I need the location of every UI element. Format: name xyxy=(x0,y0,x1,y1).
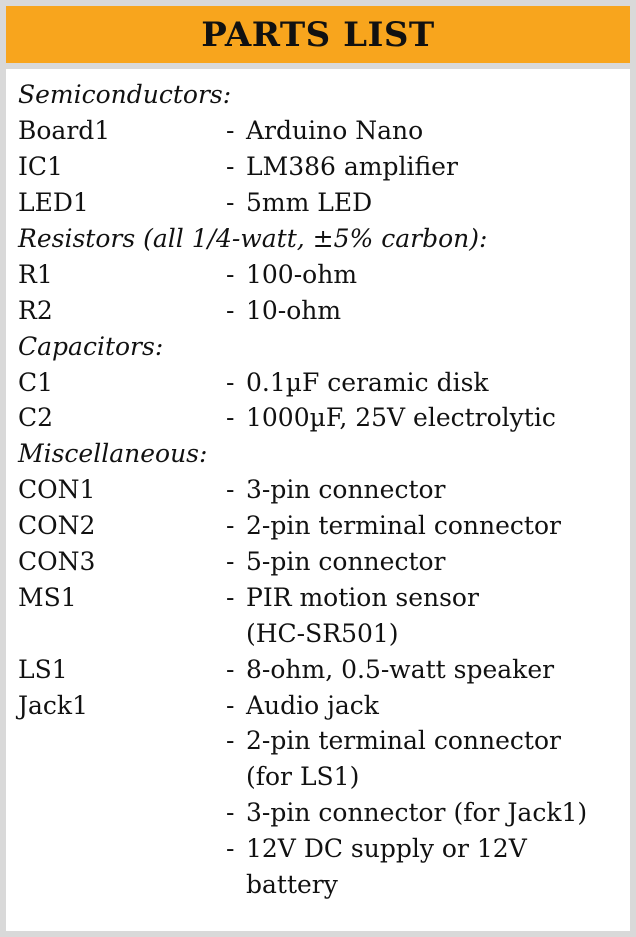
separator: - xyxy=(226,834,235,864)
list-item xyxy=(18,579,618,615)
separator: - xyxy=(226,188,235,218)
part-ref: Jack1 xyxy=(18,690,88,720)
part-ref: R2 xyxy=(18,295,53,325)
separator: - xyxy=(226,690,235,720)
list-item xyxy=(18,831,618,867)
part-ref: Board1 xyxy=(18,116,111,146)
list-item-continuation xyxy=(18,867,618,903)
part-desc: Arduino Nano xyxy=(246,116,424,146)
separator: - xyxy=(226,403,235,433)
list-item xyxy=(18,795,618,831)
part-desc: 5mm LED xyxy=(246,188,373,218)
list-item-continuation xyxy=(18,615,618,651)
separator: - xyxy=(226,726,235,756)
part-ref: C1 xyxy=(18,367,54,397)
list-item xyxy=(18,723,618,759)
list-item xyxy=(18,256,618,292)
separator: - xyxy=(226,582,235,612)
separator: - xyxy=(226,798,235,828)
list-item xyxy=(18,113,618,149)
part-ref: MS1 xyxy=(18,582,77,612)
part-ref: CON1 xyxy=(18,475,96,505)
part-ref: CON2 xyxy=(18,511,96,541)
list-item xyxy=(18,472,618,508)
list-item xyxy=(18,400,618,436)
list-item xyxy=(18,508,618,544)
section-heading-resistors: Resistors (all 1/4-watt, ±5% carbon): xyxy=(18,224,488,253)
separator: - xyxy=(226,475,235,505)
parts-list xyxy=(18,77,618,902)
part-ref: LED1 xyxy=(18,188,89,218)
section-heading-semiconductors: Semiconductors: xyxy=(18,80,232,110)
title-bar xyxy=(6,6,630,63)
list-item xyxy=(18,185,618,221)
part-ref: LS1 xyxy=(18,654,68,684)
separator: - xyxy=(226,152,235,182)
separator: - xyxy=(226,259,235,289)
part-desc: LM386 amplifier xyxy=(246,152,458,182)
section-heading-miscellaneous: Miscellaneous: xyxy=(18,439,208,469)
part-desc: Audio jack xyxy=(246,690,379,720)
part-ref: C2 xyxy=(18,403,54,433)
part-desc: 1000µF, 25V electrolytic xyxy=(246,403,556,433)
part-ref: R1 xyxy=(18,259,53,289)
part-desc-continued: battery xyxy=(246,870,338,900)
list-item xyxy=(18,292,618,328)
list-item xyxy=(18,149,618,185)
separator: - xyxy=(226,295,235,325)
part-ref: IC1 xyxy=(18,152,63,182)
part-desc: 2-pin terminal connector xyxy=(246,726,561,756)
part-desc: 10-ohm xyxy=(246,295,342,325)
list-item xyxy=(18,364,618,400)
part-ref: CON3 xyxy=(18,547,96,577)
list-item-continuation xyxy=(18,759,618,795)
part-desc: 2-pin terminal connector xyxy=(246,511,561,541)
list-item xyxy=(18,687,618,723)
part-desc: PIR motion sensor xyxy=(246,582,479,612)
part-desc: 0.1µF ceramic disk xyxy=(246,367,489,397)
part-desc: 5-pin connector xyxy=(246,547,446,577)
part-desc: 3-pin connector (for Jack1) xyxy=(246,798,588,828)
separator: - xyxy=(226,654,235,684)
part-desc: 8-ohm, 0.5-watt speaker xyxy=(246,654,555,684)
section-heading-capacitors: Capacitors: xyxy=(18,331,164,361)
separator: - xyxy=(226,511,235,541)
separator: - xyxy=(226,116,235,146)
part-desc: 3-pin connector xyxy=(246,475,446,505)
parts-list-body xyxy=(6,69,630,931)
part-desc: 12V DC supply or 12V xyxy=(246,834,527,864)
part-desc-continued: (for LS1) xyxy=(246,762,360,792)
list-item xyxy=(18,544,618,580)
page-title: PARTS LIST xyxy=(201,14,435,55)
part-desc: 100-ohm xyxy=(246,259,358,289)
separator: - xyxy=(226,367,235,397)
separator: - xyxy=(226,547,235,577)
part-desc-continued: (HC-SR501) xyxy=(246,618,399,648)
list-item xyxy=(18,651,618,687)
